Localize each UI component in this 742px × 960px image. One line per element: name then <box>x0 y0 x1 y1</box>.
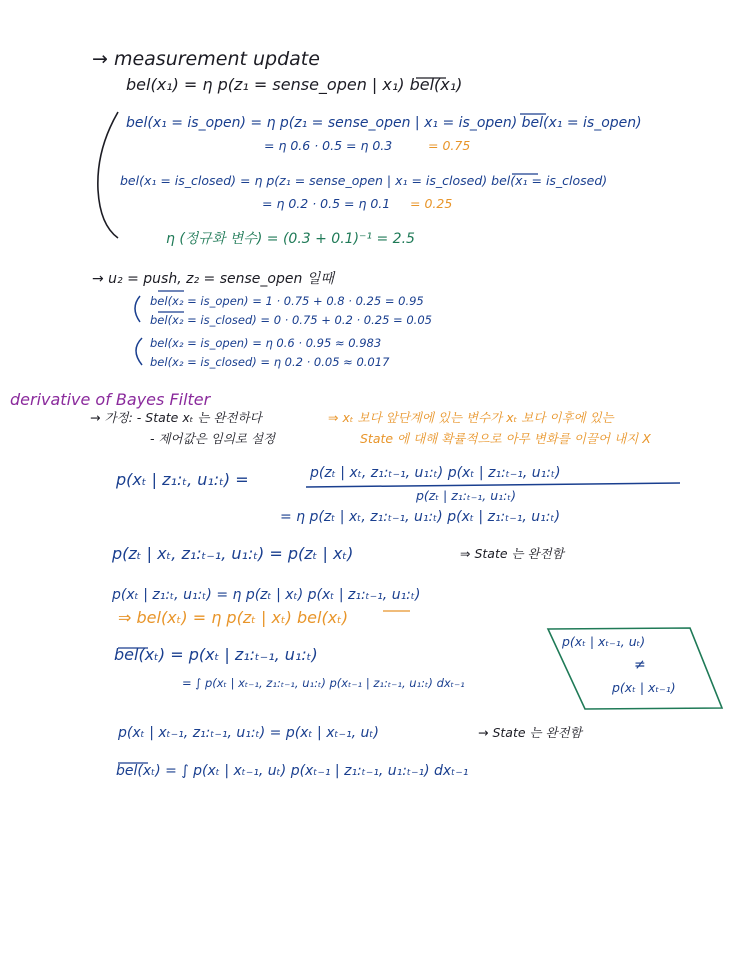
box-transition-plain: p(xₜ | xₜ₋₁) <box>612 680 676 695</box>
box-transition-with-control: p(xₜ | xₜ₋₁, uₜ) <box>562 634 646 649</box>
bayes-eta-form: = η p(zₜ | xₜ, z₁:ₜ₋₁, u₁:ₜ) p(xₜ | z₁:ₜ₋₁, u₁:ₜ) <box>280 509 561 525</box>
posterior-formula: p(xₜ | z₁:ₜ, u₁:ₜ) = η p(zₜ | xₜ) p(xₜ | z₁:ₜ₋₁, u₁:ₜ) <box>112 587 421 603</box>
measurement-update-title: → measurement update <box>92 48 320 70</box>
markov-transition: p(xₜ | xₜ₋₁, z₁:ₜ₋₁, u₁:ₜ) = p(xₜ | xₜ₋₁, uₜ) <box>118 725 379 741</box>
bel-open-line1: bel(x₁ = is_open) = η p(z₁ = sense_open | x₁ = is_open) bel(x₁ = is_open) <box>126 115 642 131</box>
box-not-equal: ≠ <box>634 657 646 673</box>
measurement-update-formula: bel(x₁) = η p(z₁ = sense_open | x₁) bel(x₁) <box>126 75 463 94</box>
assumption-control-arbitrary: - 제어값은 임의로 설정 <box>150 431 276 446</box>
push-step-title: → u₂ = push, z₂ = sense_open 일때 <box>92 271 334 287</box>
markov-measurement: p(zₜ | xₜ, z₁:ₜ₋₁, u₁:ₜ) = p(zₜ | xₜ) <box>112 544 354 563</box>
cases-bracket-update <box>136 338 142 365</box>
assumption-state-complete: → 가정: - State xₜ 는 완전하다 <box>90 410 262 425</box>
bel-closed-result: = 0.25 <box>410 196 453 211</box>
bayes-lhs: p(xₜ | z₁:ₜ, u₁:ₜ) = <box>116 470 249 489</box>
prediction-open: bel(x₂ = is_open) = 1 · 0.75 + 0.8 · 0.25 = 0.95 <box>150 294 424 308</box>
assumption-note-line2: State 에 대해 확률적으로 아무 변화를 이끌어 내지 X <box>360 431 651 446</box>
bel-open-result: = 0.75 <box>428 138 471 153</box>
cases-bracket-measurement <box>98 112 118 238</box>
update-closed: bel(x₂ = is_closed) = η 0.2 · 0.05 ≈ 0.017 <box>150 355 390 369</box>
bel-bar-definition: bel(xₜ) = p(xₜ | z₁:ₜ₋₁, u₁:ₜ) <box>114 645 318 664</box>
fraction-bar <box>306 483 680 487</box>
bayes-denominator: p(zₜ | z₁:ₜ₋₁, u₁:ₜ) <box>416 488 516 503</box>
update-open: bel(x₂ = is_open) = η 0.6 · 0.95 ≈ 0.983 <box>150 336 382 350</box>
eta-normalizer: η (정규화 변수) = (0.3 + 0.1)⁻¹ = 2.5 <box>166 231 415 247</box>
cases-bracket-prediction <box>135 296 140 322</box>
final-bel-bar: bel(xₜ) = ∫ p(xₜ | xₜ₋₁, uₜ) p(xₜ₋₁ | z₁:ₜ₋₁, u₁:ₜ₋₁) dxₜ₋₁ <box>116 763 469 779</box>
assumption-note-line1: ⇒ xₜ 보다 앞단계에 있는 변수가 xₜ 보다 이후에 있는 <box>328 410 614 425</box>
markov-measurement-note: ⇒ State 는 완전함 <box>460 546 564 561</box>
derivation-heading: derivative of Bayes Filter <box>10 390 211 409</box>
bel-closed-line2: = η 0.2 · 0.5 = η 0.1 <box>262 196 391 211</box>
bel-bar-integral: = ∫ p(xₜ | xₜ₋₁, z₁:ₜ₋₁, u₁:ₜ) p(xₜ₋₁ | z₁:ₜ₋₁, u₁:ₜ) dxₜ₋₁ <box>182 676 465 690</box>
bel-open-line2: = η 0.6 · 0.5 = η 0.3 <box>264 138 393 153</box>
markov-transition-note: → State 는 완전함 <box>478 725 582 740</box>
bel-update-formula: ⇒ bel(xₜ) = η p(zₜ | xₜ) bel(xₜ) <box>118 608 349 627</box>
bel-closed-line1: bel(x₁ = is_closed) = η p(z₁ = sense_open | x₁ = is_closed) bel(x₁ = is_closed) <box>120 173 608 188</box>
prediction-closed: bel(x₂ = is_closed) = 0 · 0.75 + 0.2 · 0.25 = 0.05 <box>150 313 432 327</box>
bayes-numerator: p(zₜ | xₜ, z₁:ₜ₋₁, u₁:ₜ) p(xₜ | z₁:ₜ₋₁, u₁:ₜ) <box>310 465 561 481</box>
